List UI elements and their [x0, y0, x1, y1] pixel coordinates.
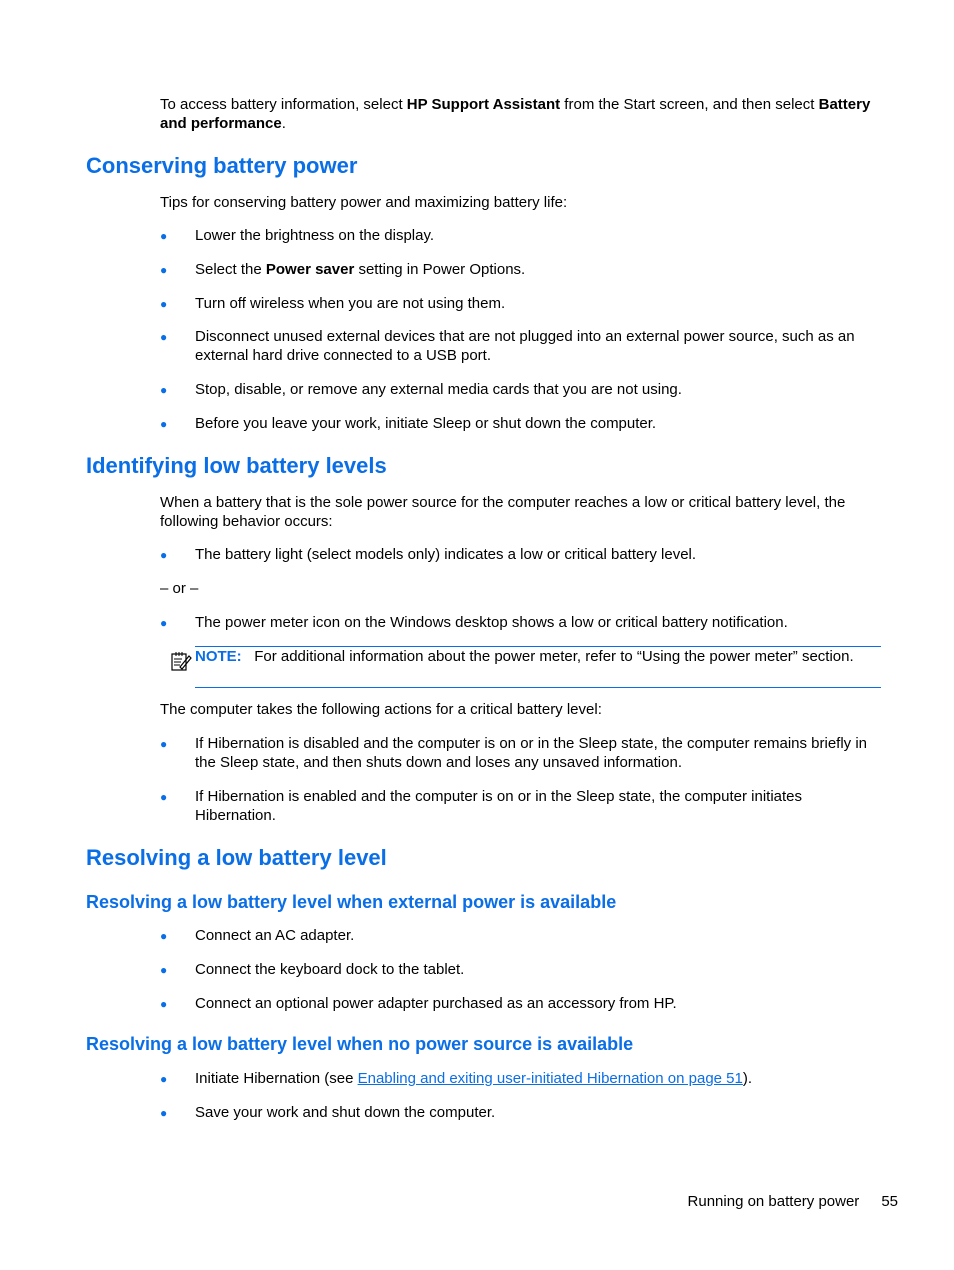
bullet-icon: ●	[160, 297, 168, 311]
list-item-text: Select the	[195, 261, 266, 278]
subheading-no-power: Resolving a low battery level when no power source is available	[86, 1034, 634, 1054]
identifying-lead: When a battery that is the sole power source for the computer reaches a low or critical battery level, the following behavior occurs:	[160, 494, 846, 530]
list-item: Lower the brightness on the display.	[195, 227, 435, 244]
note-text: For additional information about the power meter, refer to “Using the power meter” section.	[254, 648, 854, 665]
bullet-icon: ●	[160, 790, 168, 804]
list-item: Connect an optional power adapter purchased as an accessory from HP.	[195, 995, 677, 1012]
hibernation-link[interactable]: Enabling and exiting user-initiated Hibernation on page 51	[357, 1070, 743, 1087]
page-footer	[688, 1192, 898, 1211]
critical-lead: The computer takes the following actions for a critical battery level:	[160, 701, 602, 718]
bullet-icon: ●	[160, 737, 168, 751]
intro-bold-option: Battery and performance	[160, 96, 871, 132]
page-number: 55	[881, 1193, 898, 1210]
list-item: Stop, disable, or remove any external media cards that you are not using.	[195, 381, 682, 398]
intro-text: To access battery information, select	[160, 96, 407, 113]
list-item: If Hibernation is enabled and the computer is on or in the Sleep state, the computer initiates Hibernation.	[195, 788, 803, 824]
note-label: NOTE:	[195, 648, 242, 665]
list-item-text: ).	[742, 1070, 753, 1087]
bullet-icon: ●	[160, 548, 168, 562]
bullet-icon: ●	[160, 963, 168, 977]
heading-identifying: Identifying low battery levels	[86, 453, 387, 478]
footer-section-title: Running on battery power	[687, 1193, 860, 1210]
subheading-external-power: Resolving a low battery level when external power is available	[86, 892, 617, 912]
list-item: Connect an AC adapter.	[195, 927, 355, 944]
list-item: Connect the keyboard dock to the tablet.	[195, 961, 465, 978]
list-item: The battery light (select models only) indicates a low or critical battery level.	[195, 546, 697, 563]
list-item	[195, 1069, 885, 1088]
bullet-icon: ●	[160, 929, 168, 943]
list-item	[195, 260, 885, 279]
intro-text: from the Start screen, and then select	[560, 96, 819, 113]
note-content	[195, 647, 881, 666]
or-separator: – or –	[160, 580, 199, 597]
list-item-bold: Power saver	[265, 261, 355, 278]
list-item: The power meter icon on the Windows desktop shows a low or critical battery notification.	[195, 614, 788, 631]
bullet-icon: ●	[160, 229, 168, 243]
conserving-lead: Tips for conserving battery power and maximizing battery life:	[160, 194, 568, 211]
bullet-icon: ●	[160, 330, 168, 344]
list-item: Turn off wireless when you are not using them.	[195, 295, 506, 312]
intro-paragraph	[160, 95, 890, 133]
bullet-icon: ●	[160, 263, 168, 277]
bullet-icon: ●	[160, 383, 168, 397]
heading-conserving: Conserving battery power	[86, 153, 358, 178]
list-item: Before you leave your work, initiate Sleep or shut down the computer.	[195, 415, 657, 432]
list-item-text: setting in Power Options.	[354, 261, 526, 278]
note-pencil-icon	[170, 650, 192, 672]
list-item: If Hibernation is disabled and the computer is on or in the Sleep state, the computer remains briefly in the Sleep state, and then shuts down and loses any unsaved information.	[195, 735, 868, 771]
list-item: Disconnect unused external devices that are not plugged into an external power source, such as an external hard drive connected to a USB port.	[195, 328, 855, 364]
heading-resolving: Resolving a low battery level	[86, 845, 387, 870]
list-item-text: Initiate Hibernation (see	[195, 1070, 358, 1087]
bullet-icon: ●	[160, 417, 168, 431]
note-bottom-rule	[195, 687, 881, 688]
bullet-icon: ●	[160, 616, 168, 630]
bullet-icon: ●	[160, 1072, 168, 1086]
list-item: Save your work and shut down the computer.	[195, 1104, 496, 1121]
bullet-icon: ●	[160, 997, 168, 1011]
bullet-icon: ●	[160, 1106, 168, 1120]
intro-bold-app: HP Support Assistant	[406, 96, 561, 113]
intro-text: .	[281, 115, 286, 132]
